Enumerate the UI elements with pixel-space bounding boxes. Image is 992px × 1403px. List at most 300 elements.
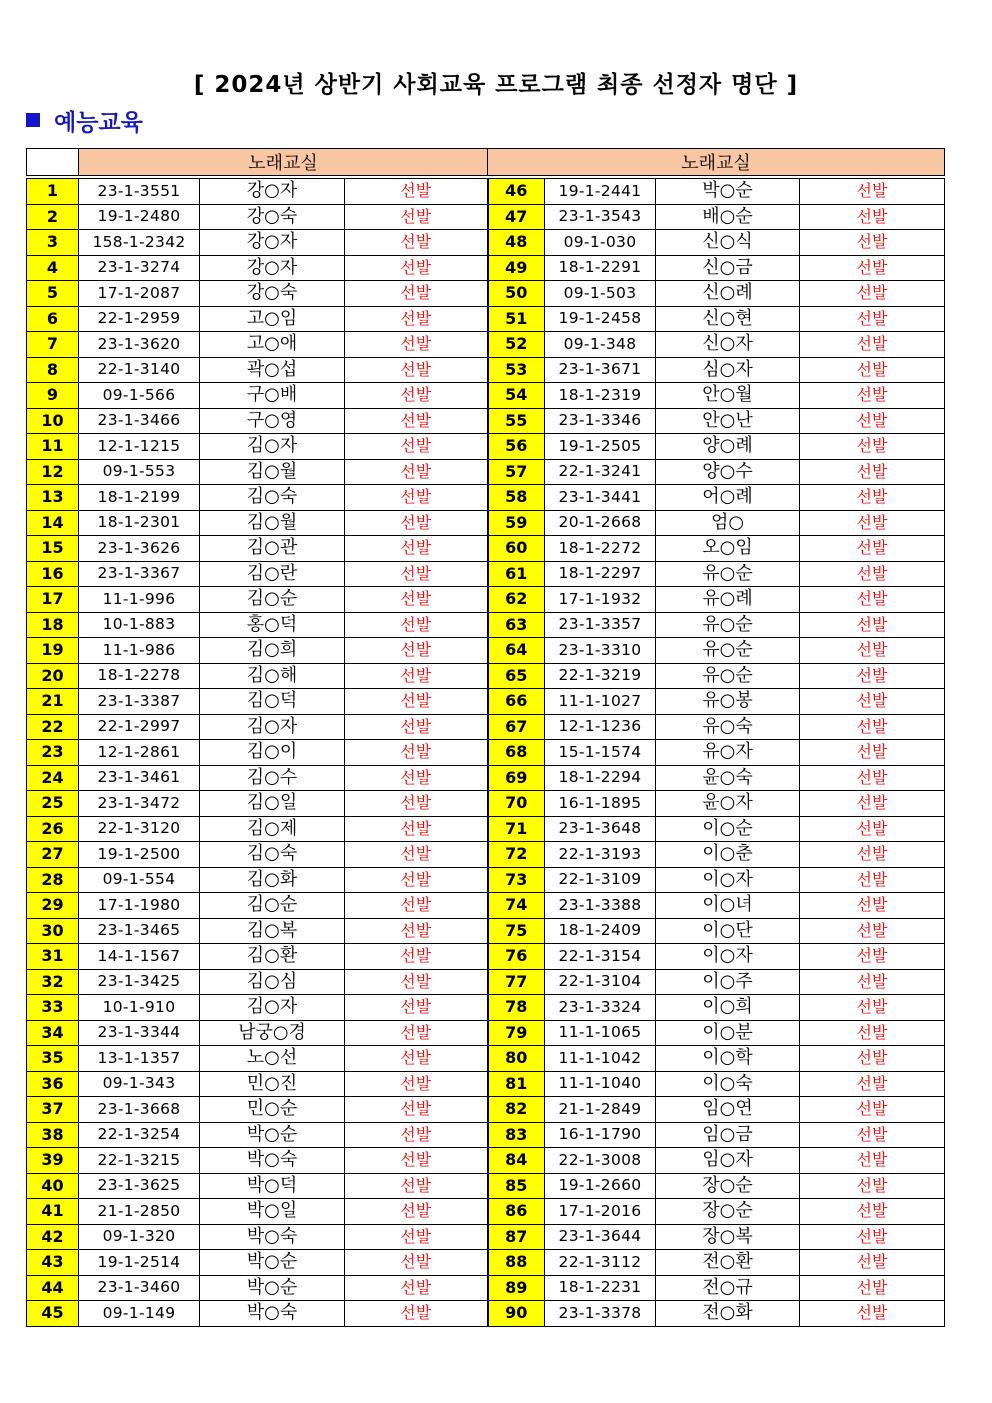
applicant-code: 22-1-3140 — [79, 357, 200, 383]
row-number: 17 — [27, 587, 79, 613]
selection-status: 선발 — [800, 995, 945, 1021]
applicant-code: 11-1-1027 — [545, 689, 656, 715]
table-row — [27, 816, 945, 842]
applicant-code: 19-1-2505 — [545, 434, 656, 460]
applicant-name: 고○임 — [200, 306, 345, 332]
selection-status: 선발 — [345, 357, 488, 383]
applicant-code: 22-1-2959 — [79, 306, 200, 332]
applicant-code: 09-1-553 — [79, 459, 200, 485]
row-number: 86 — [488, 1199, 545, 1225]
applicant-name: 김○란 — [200, 561, 345, 587]
applicant-code: 23-1-3387 — [79, 689, 200, 715]
selection-status: 선발 — [345, 1148, 488, 1174]
row-number: 55 — [488, 408, 545, 434]
table-row — [27, 1046, 945, 1072]
applicant-name: 구○영 — [200, 408, 345, 434]
applicant-name: 안○월 — [656, 383, 800, 409]
table-row — [27, 867, 945, 893]
row-number: 2 — [27, 204, 79, 230]
applicant-code: 22-1-2997 — [79, 714, 200, 740]
selection-status: 선발 — [345, 1275, 488, 1301]
row-number: 34 — [27, 1020, 79, 1046]
selection-status: 선발 — [800, 1148, 945, 1174]
applicant-name: 홍○덕 — [200, 612, 345, 638]
applicant-name: 박○순 — [656, 179, 800, 205]
selection-status: 선발 — [800, 434, 945, 460]
applicant-name: 신○금 — [656, 255, 800, 281]
applicant-name: 신○자 — [656, 332, 800, 358]
applicant-code: 22-1-3112 — [545, 1250, 656, 1276]
row-number: 30 — [27, 918, 79, 944]
applicant-code: 19-1-2480 — [79, 204, 200, 230]
applicant-code: 158-1-2342 — [79, 230, 200, 256]
applicant-code: 11-1-1042 — [545, 1046, 656, 1072]
applicant-code: 18-1-2409 — [545, 918, 656, 944]
selection-status: 선발 — [800, 204, 945, 230]
section-heading — [26, 104, 143, 136]
selection-status: 선발 — [345, 740, 488, 766]
table-row — [27, 918, 945, 944]
applicant-name: 전○환 — [656, 1250, 800, 1276]
applicant-code: 17-1-2016 — [545, 1199, 656, 1225]
applicant-code: 12-1-1215 — [79, 434, 200, 460]
selection-status: 선발 — [345, 230, 488, 256]
selection-status: 선발 — [800, 1224, 945, 1250]
selection-status: 선발 — [345, 1301, 488, 1327]
applicant-code: 23-1-3441 — [545, 485, 656, 511]
applicant-name: 장○순 — [656, 1199, 800, 1225]
applicant-code: 18-1-2319 — [545, 383, 656, 409]
row-number: 72 — [488, 842, 545, 868]
applicant-code: 21-1-2850 — [79, 1199, 200, 1225]
applicant-name: 임○자 — [656, 1148, 800, 1174]
row-number: 61 — [488, 561, 545, 587]
applicant-code: 22-1-3104 — [545, 969, 656, 995]
row-number: 54 — [488, 383, 545, 409]
selection-status: 선발 — [345, 995, 488, 1021]
applicant-code: 18-1-2297 — [545, 561, 656, 587]
applicant-code: 23-1-3274 — [79, 255, 200, 281]
applicant-code: 23-1-3671 — [545, 357, 656, 383]
row-number: 82 — [488, 1097, 545, 1123]
applicant-code: 09-1-149 — [79, 1301, 200, 1327]
row-number: 45 — [27, 1301, 79, 1327]
selection-status: 선발 — [345, 485, 488, 511]
row-number: 46 — [488, 179, 545, 205]
row-number: 40 — [27, 1173, 79, 1199]
table-row — [27, 536, 945, 562]
table-row — [27, 510, 945, 536]
applicant-code: 12-1-1236 — [545, 714, 656, 740]
section-label: 예능교육 — [54, 109, 143, 136]
selection-status: 선발 — [800, 1020, 945, 1046]
applicant-name: 엄○ — [656, 510, 800, 536]
row-number: 23 — [27, 740, 79, 766]
row-number: 16 — [27, 561, 79, 587]
applicant-code: 20-1-2668 — [545, 510, 656, 536]
selection-status: 선발 — [800, 918, 945, 944]
applicant-name: 곽○섭 — [200, 357, 345, 383]
row-number: 29 — [27, 893, 79, 919]
applicant-code: 18-1-2199 — [79, 485, 200, 511]
applicant-code: 18-1-2291 — [545, 255, 656, 281]
applicant-code: 19-1-2500 — [79, 842, 200, 868]
row-number: 18 — [27, 612, 79, 638]
selection-status: 선발 — [345, 1224, 488, 1250]
selection-status: 선발 — [345, 1122, 488, 1148]
selection-status: 선발 — [800, 408, 945, 434]
applicant-name: 유○숙 — [656, 714, 800, 740]
selection-status: 선발 — [800, 306, 945, 332]
table-row — [27, 179, 945, 205]
selection-status: 선발 — [345, 1071, 488, 1097]
selection-status: 선발 — [345, 867, 488, 893]
applicant-name: 김○자 — [200, 714, 345, 740]
selection-status: 선발 — [800, 689, 945, 715]
selection-status: 선발 — [800, 179, 945, 205]
row-number: 20 — [27, 663, 79, 689]
applicant-name: 이○자 — [656, 944, 800, 970]
row-number: 88 — [488, 1250, 545, 1276]
row-number: 3 — [27, 230, 79, 256]
row-number: 37 — [27, 1097, 79, 1123]
selection-status: 선발 — [345, 434, 488, 460]
applicant-code: 09-1-343 — [79, 1071, 200, 1097]
row-number: 69 — [488, 765, 545, 791]
applicant-name: 이○단 — [656, 918, 800, 944]
row-number: 8 — [27, 357, 79, 383]
table-row — [27, 1173, 945, 1199]
table-body — [26, 178, 945, 1327]
applicant-code: 23-1-3543 — [545, 204, 656, 230]
row-number: 77 — [488, 969, 545, 995]
applicant-name: 이○춘 — [656, 842, 800, 868]
applicant-name: 유○순 — [656, 612, 800, 638]
header-left-category: 노래교실 — [79, 149, 488, 176]
applicant-name: 신○례 — [656, 281, 800, 307]
applicant-name: 김○환 — [200, 944, 345, 970]
selection-status: 선발 — [345, 510, 488, 536]
selection-status: 선발 — [800, 357, 945, 383]
table-row — [27, 561, 945, 587]
row-number: 42 — [27, 1224, 79, 1250]
applicant-name: 김○숙 — [200, 485, 345, 511]
applicant-code: 09-1-030 — [545, 230, 656, 256]
applicant-name: 김○월 — [200, 459, 345, 485]
row-number: 87 — [488, 1224, 545, 1250]
applicant-code: 19-1-2458 — [545, 306, 656, 332]
table-row — [27, 791, 945, 817]
applicant-code: 22-1-3008 — [545, 1148, 656, 1174]
applicant-name: 이○주 — [656, 969, 800, 995]
row-number: 84 — [488, 1148, 545, 1174]
row-number: 76 — [488, 944, 545, 970]
row-number: 28 — [27, 867, 79, 893]
selection-status: 선발 — [800, 281, 945, 307]
table-row — [27, 842, 945, 868]
applicant-name: 이○희 — [656, 995, 800, 1021]
applicant-name: 박○숙 — [200, 1224, 345, 1250]
selection-status: 선발 — [345, 383, 488, 409]
row-number: 71 — [488, 816, 545, 842]
row-number: 4 — [27, 255, 79, 281]
applicant-name: 윤○숙 — [656, 765, 800, 791]
selection-status: 선발 — [345, 587, 488, 613]
selection-status: 선발 — [345, 1199, 488, 1225]
row-number: 68 — [488, 740, 545, 766]
applicant-code: 22-1-3215 — [79, 1148, 200, 1174]
applicant-code: 23-1-3378 — [545, 1301, 656, 1327]
row-number: 19 — [27, 638, 79, 664]
applicant-name: 민○진 — [200, 1071, 345, 1097]
applicant-name: 심○자 — [656, 357, 800, 383]
selection-status: 선발 — [800, 1173, 945, 1199]
row-number: 73 — [488, 867, 545, 893]
row-number: 75 — [488, 918, 545, 944]
table-row — [27, 306, 945, 332]
applicant-code: 11-1-1065 — [545, 1020, 656, 1046]
applicant-name: 민○순 — [200, 1097, 345, 1123]
applicant-name: 유○순 — [656, 561, 800, 587]
applicant-name: 임○금 — [656, 1122, 800, 1148]
selection-status: 선발 — [800, 1122, 945, 1148]
applicant-name: 김○이 — [200, 740, 345, 766]
applicant-name: 강○자 — [200, 230, 345, 256]
selection-status: 선발 — [345, 842, 488, 868]
applicant-code: 10-1-883 — [79, 612, 200, 638]
applicant-code: 17-1-2087 — [79, 281, 200, 307]
table-row — [27, 765, 945, 791]
applicant-name: 박○숙 — [200, 1301, 345, 1327]
applicant-name: 강○숙 — [200, 281, 345, 307]
applicant-code: 22-1-3109 — [545, 867, 656, 893]
applicant-name: 김○희 — [200, 638, 345, 664]
row-number: 36 — [27, 1071, 79, 1097]
applicant-name: 신○식 — [656, 230, 800, 256]
row-number: 67 — [488, 714, 545, 740]
applicant-name: 윤○자 — [656, 791, 800, 817]
applicant-name: 김○숙 — [200, 842, 345, 868]
table-row — [27, 1301, 945, 1327]
applicant-code: 14-1-1567 — [79, 944, 200, 970]
selection-status: 선발 — [345, 1173, 488, 1199]
applicant-name: 신○현 — [656, 306, 800, 332]
applicant-name: 박○덕 — [200, 1173, 345, 1199]
applicant-code: 23-1-3310 — [545, 638, 656, 664]
selection-status: 선발 — [345, 765, 488, 791]
applicant-name: 박○순 — [200, 1275, 345, 1301]
selection-status: 선발 — [800, 969, 945, 995]
selection-status: 선발 — [800, 867, 945, 893]
row-number: 50 — [488, 281, 545, 307]
row-number: 56 — [488, 434, 545, 460]
row-number: 39 — [27, 1148, 79, 1174]
selection-status: 선발 — [800, 459, 945, 485]
selection-status: 선발 — [345, 1020, 488, 1046]
row-number: 10 — [27, 408, 79, 434]
row-number: 27 — [27, 842, 79, 868]
selection-status: 선발 — [800, 561, 945, 587]
selection-status: 선발 — [800, 536, 945, 562]
applicant-code: 19-1-2514 — [79, 1250, 200, 1276]
row-number: 65 — [488, 663, 545, 689]
applicant-name: 박○일 — [200, 1199, 345, 1225]
selection-status: 선발 — [345, 944, 488, 970]
table-row — [27, 663, 945, 689]
applicant-code: 09-1-503 — [545, 281, 656, 307]
table-row — [27, 230, 945, 256]
selection-status: 선발 — [800, 255, 945, 281]
table-row — [27, 1148, 945, 1174]
row-number: 6 — [27, 306, 79, 332]
applicant-code: 18-1-2231 — [545, 1275, 656, 1301]
row-number: 60 — [488, 536, 545, 562]
applicant-name: 안○난 — [656, 408, 800, 434]
applicant-name: 박○순 — [200, 1122, 345, 1148]
selection-status: 선발 — [345, 332, 488, 358]
applicant-code: 23-1-3460 — [79, 1275, 200, 1301]
table-row — [27, 1199, 945, 1225]
applicant-code: 09-1-348 — [545, 332, 656, 358]
row-number: 14 — [27, 510, 79, 536]
selection-status: 선발 — [800, 944, 945, 970]
applicant-code: 23-1-3324 — [545, 995, 656, 1021]
selection-status: 선발 — [800, 1199, 945, 1225]
selection-status: 선발 — [800, 510, 945, 536]
applicant-code: 23-1-3425 — [79, 969, 200, 995]
table-row — [27, 944, 945, 970]
applicant-code: 23-1-3620 — [79, 332, 200, 358]
selection-status: 선발 — [345, 1046, 488, 1072]
applicant-name: 이○녀 — [656, 893, 800, 919]
row-number: 43 — [27, 1250, 79, 1276]
selection-status: 선발 — [800, 587, 945, 613]
row-number: 22 — [27, 714, 79, 740]
applicant-name: 전○규 — [656, 1275, 800, 1301]
header-blank-cell — [27, 149, 79, 176]
applicant-name: 어○례 — [656, 485, 800, 511]
applicant-code: 23-1-3648 — [545, 816, 656, 842]
row-number: 64 — [488, 638, 545, 664]
applicant-name: 김○순 — [200, 893, 345, 919]
applicant-code: 17-1-1932 — [545, 587, 656, 613]
table-row — [27, 332, 945, 358]
row-number: 59 — [488, 510, 545, 536]
selection-status: 선발 — [800, 791, 945, 817]
applicant-code: 11-1-996 — [79, 587, 200, 613]
table-row — [27, 612, 945, 638]
applicant-code: 23-1-3472 — [79, 791, 200, 817]
applicant-code: 19-1-2660 — [545, 1173, 656, 1199]
applicant-code: 23-1-3644 — [545, 1224, 656, 1250]
row-number: 85 — [488, 1173, 545, 1199]
applicant-name: 유○자 — [656, 740, 800, 766]
table-row — [27, 434, 945, 460]
table-row — [27, 357, 945, 383]
page-title: [ 2024년 상반기 사회교육 프로그램 최종 선정자 명단 ] — [193, 72, 799, 98]
selection-status: 선발 — [800, 485, 945, 511]
selection-status: 선발 — [800, 383, 945, 409]
selection-status: 선발 — [345, 306, 488, 332]
row-number: 49 — [488, 255, 545, 281]
table-row — [27, 408, 945, 434]
row-number: 79 — [488, 1020, 545, 1046]
table-row — [27, 714, 945, 740]
table-row — [27, 1275, 945, 1301]
applicant-code: 09-1-554 — [79, 867, 200, 893]
selection-status: 선발 — [800, 714, 945, 740]
applicant-code: 18-1-2294 — [545, 765, 656, 791]
row-number: 38 — [27, 1122, 79, 1148]
applicant-code: 22-1-3219 — [545, 663, 656, 689]
row-number: 90 — [488, 1301, 545, 1327]
table-row — [27, 281, 945, 307]
table-row — [27, 1250, 945, 1276]
row-number: 25 — [27, 791, 79, 817]
applicant-name: 김○자 — [200, 995, 345, 1021]
applicant-code: 23-1-3626 — [79, 536, 200, 562]
applicant-name: 김○심 — [200, 969, 345, 995]
applicant-name: 양○수 — [656, 459, 800, 485]
applicant-code: 23-1-3668 — [79, 1097, 200, 1123]
applicant-code: 11-1-986 — [79, 638, 200, 664]
applicant-code: 22-1-3193 — [545, 842, 656, 868]
selection-status: 선발 — [345, 612, 488, 638]
applicant-name: 고○애 — [200, 332, 345, 358]
header-right-category: 노래교실 — [488, 149, 945, 176]
row-number: 26 — [27, 816, 79, 842]
selection-status: 선발 — [345, 281, 488, 307]
row-number: 83 — [488, 1122, 545, 1148]
row-number: 70 — [488, 791, 545, 817]
selection-status: 선발 — [345, 918, 488, 944]
selection-status: 선발 — [800, 1275, 945, 1301]
selection-status: 선발 — [800, 816, 945, 842]
row-number: 1 — [27, 179, 79, 205]
table-row — [27, 1071, 945, 1097]
row-number: 58 — [488, 485, 545, 511]
table-row — [27, 255, 945, 281]
selection-status: 선발 — [800, 1046, 945, 1072]
selection-status: 선발 — [800, 893, 945, 919]
table-row — [27, 485, 945, 511]
applicant-code: 22-1-3154 — [545, 944, 656, 970]
row-number: 80 — [488, 1046, 545, 1072]
selection-status: 선발 — [800, 612, 945, 638]
selection-status: 선발 — [800, 740, 945, 766]
row-number: 53 — [488, 357, 545, 383]
row-number: 5 — [27, 281, 79, 307]
applicant-code: 09-1-566 — [79, 383, 200, 409]
selection-status: 선발 — [345, 536, 488, 562]
row-number: 44 — [27, 1275, 79, 1301]
applicant-code: 22-1-3241 — [545, 459, 656, 485]
row-number: 31 — [27, 944, 79, 970]
row-number: 21 — [27, 689, 79, 715]
applicant-code: 23-1-3357 — [545, 612, 656, 638]
applicant-name: 임○연 — [656, 1097, 800, 1123]
selection-status: 선발 — [345, 816, 488, 842]
selection-status: 선발 — [800, 663, 945, 689]
applicant-name: 강○자 — [200, 255, 345, 281]
applicant-name: 구○배 — [200, 383, 345, 409]
applicant-name: 남궁○경 — [200, 1020, 345, 1046]
applicant-code: 23-1-3346 — [545, 408, 656, 434]
applicant-code: 11-1-1040 — [545, 1071, 656, 1097]
table-row — [27, 1097, 945, 1123]
row-number: 15 — [27, 536, 79, 562]
table-row — [27, 638, 945, 664]
